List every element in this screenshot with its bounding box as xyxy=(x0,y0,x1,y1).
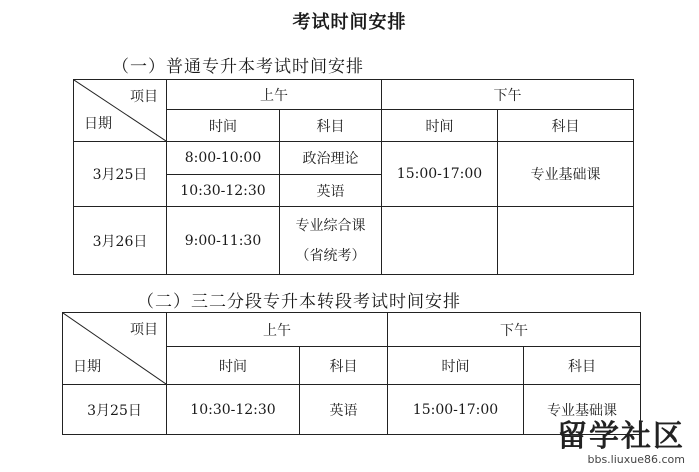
pm-subject-cell: 专业基础课 xyxy=(524,385,641,435)
pm-subject-header: 科目 xyxy=(524,347,641,385)
watermark xyxy=(557,421,685,466)
pm-time-header: 时间 xyxy=(382,110,498,142)
date-cell: 3月26日 xyxy=(74,207,167,275)
table-row xyxy=(74,207,634,275)
am-time-header: 时间 xyxy=(167,347,300,385)
date-cell: 3月25日 xyxy=(63,385,167,435)
time-cell: 10:30-12:30 xyxy=(167,385,300,435)
section-heading-transfer: （二）三二分段专升本转段考试时间安排 xyxy=(137,292,461,312)
watermark-url: bbs.liuxue86.com xyxy=(587,453,685,466)
corner-cell xyxy=(63,313,167,385)
pm-subject-cell xyxy=(498,207,634,275)
table-row xyxy=(74,142,634,175)
subject-cell: 英语 xyxy=(300,385,388,435)
pm-time-cell xyxy=(382,207,498,275)
watermark-logo: 留学社区 xyxy=(557,419,685,454)
corner-item-label: 项目 xyxy=(130,89,158,105)
pm-subject-header: 科目 xyxy=(498,110,634,142)
corner-date-label: 日期 xyxy=(84,116,112,132)
page-title: 考试时间安排 xyxy=(292,12,407,33)
morning-header: 上午 xyxy=(167,80,382,110)
corner-item-label: 项目 xyxy=(130,322,158,338)
header-row xyxy=(63,313,641,347)
subject-cell: 英语 xyxy=(280,175,382,207)
subject-cell: 政治理论 xyxy=(280,142,382,175)
time-cell: 8:00-10:00 xyxy=(167,142,280,175)
afternoon-header: 下午 xyxy=(382,80,634,110)
date-cell: 3月25日 xyxy=(74,142,167,207)
header-row xyxy=(74,80,634,110)
morning-header: 上午 xyxy=(167,313,388,347)
table-row xyxy=(63,385,641,435)
afternoon-header: 下午 xyxy=(388,313,641,347)
subject-note: （省统考） xyxy=(295,247,366,264)
am-time-header: 时间 xyxy=(167,110,280,142)
corner-date-label: 日期 xyxy=(73,359,101,375)
subject-line: 专业综合课 xyxy=(295,217,366,234)
pm-subject-cell: 专业基础课 xyxy=(498,142,634,207)
subject-cell xyxy=(280,207,382,275)
pm-time-cell: 15:00-17:00 xyxy=(382,142,498,207)
section-heading-regular: （一）普通专升本考试时间安排 xyxy=(112,57,364,77)
schedule-table-transfer xyxy=(62,312,641,435)
am-subject-header: 科目 xyxy=(280,110,382,142)
schedule-table-regular xyxy=(73,79,634,275)
pm-time-header: 时间 xyxy=(388,347,524,385)
time-cell: 9:00-11:30 xyxy=(167,207,280,275)
time-cell: 10:30-12:30 xyxy=(167,175,280,207)
am-subject-header: 科目 xyxy=(300,347,388,385)
corner-cell xyxy=(74,80,167,142)
pm-time-cell: 15:00-17:00 xyxy=(388,385,524,435)
